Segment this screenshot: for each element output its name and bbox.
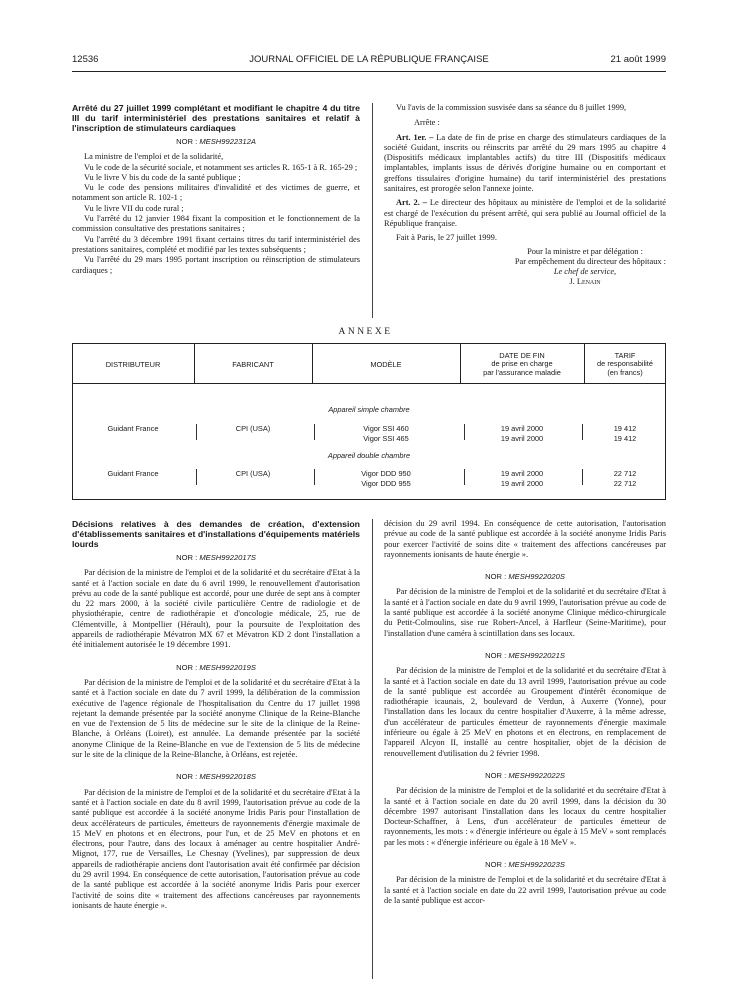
arrete-label: Arrête : (414, 118, 440, 128)
visa-1: Vu le code de la sécurité sociale, et notamment ses articles R. 165-1 à R. 165-29 ; (84, 162, 358, 172)
decision-4-nor (384, 572, 666, 582)
visa-8: Vu l'avis de la commission susvisée dans sa séance du 8 juillet 1999, (396, 103, 627, 112)
g1-fabricant: CPI (USA) (235, 424, 271, 433)
g1-dates (460, 424, 584, 443)
g1-row1-date: 19 avril 2000 (500, 424, 544, 433)
issue-date: 21 août 1999 (610, 54, 666, 65)
col-modele: MODÈLE (370, 360, 402, 369)
col-date-line-3: par l'assurance maladie (483, 367, 561, 377)
visa-7: Vu l'arrêté du 29 mars 1995 portant inscription ou réinscription de stimulateurs cardiaques ; (72, 255, 360, 275)
article-1-label: Art. 1er. – (396, 132, 434, 142)
g1-row2-date: 19 avril 2000 (500, 433, 544, 443)
g2-row2-modele: Vigor DDD 955 (361, 478, 411, 488)
decision-4-text: Par décision de la ministre de l'emploi et de la solidarité et du secrétaire d'Etat à la santé et à l'action sociale en date du 9 avril 1999, l'autorisation prévue au code de la santé publique est accordée à la société anonyme Clinique médico-chirurgicale du Petit-Colmoulins, sise rue Robert-Ancel, à Harfleur (Seine-Maritime), pour l'installation d'une caméra à scintillation dans ses locaux. (384, 587, 666, 638)
g1-row2-tarif: 19 412 (613, 433, 637, 443)
page-number: 12536 (72, 54, 99, 65)
decision-6-text: Par décision de la ministre de l'emploi et de la solidarité et du secrétaire d'Etat à la santé et à l'action sociale en date du 20 avril 1999, dans la décision du 30 décembre 1997 autorisant l'installation dans les locaux du centre hospitalier Docteur-Schaffner, à Lens, d'un accélérateur de particules émetteur de rayonnements, les mots : « d'énergie inférieure ou égale à 15 MeV » sont remplacés par les mots : « d'énergie inférieure ou égale à 18 MeV ». (384, 786, 666, 847)
g2-distributeur: Guidant France (107, 469, 159, 478)
article-1-text: La date de fin de prise en charge des stimulateurs cardiaques de la société Guidant, inscrits ou réinscrits par arrêté du 29 mars 1995 au chapitre 4 (Dispositifs médicaux implantables actifs) du titre III (Dispositifs médicaux implantables, implants issus de dérivés d'origine humaine ou en comportant et greffons tissulaires d'origine humaine) du tarif interministériel des prestations sanitaires, est prorogée selon l'annexe jointe. (384, 132, 667, 194)
nor-label: NOR : (176, 137, 198, 146)
nor-label: NOR : (176, 553, 198, 562)
visa-2: Vu le livre V bis du code de la santé publique ; (84, 172, 241, 182)
nor-label: NOR : (176, 772, 198, 782)
g2-row1-tarif: 22 712 (613, 469, 637, 478)
decision-3-text: Par décision de la ministre de l'emploi et de la solidarité et du secrétaire d'Etat à la santé et à l'action sociale en date du 8 avril 1999, l'autorisation prévue au code de la santé publique est accordée à la société anonyme Iridis Paris pour l'installation de deux accélérateurs de particules, émetteurs de rayonnements d'énergie maximale de 15 MeV en photons et en électrons, pour l'un, et de 25 MeV en photons et en électrons, pour l'autre, dans des locaux à aménager au centre hospitalier André-Mignot, 177, rue de Versailles, Le Chesnay (Yvelines), par suppression de deux appareils de radiothérapie anciens dont l'autorisation avait été confirmée par décision du 29 avril 1994. En conséquence de cette autorisation, l'autorisation prévue au code de la santé publique est accordée à la société anonyme Iridis Paris pour exercer l'activité de soins dite « traitement des affections cancéreuses par rayonnements ionisants de haute énergie ». (72, 787, 360, 910)
annexe-title: ANNEXE (338, 327, 393, 337)
decision-7-text: Par décision de la ministre de l'emploi et de la solidarité et du secrétaire d'Etat à la santé et à l'action sociale en date du 22 avril 1999, l'autorisation prévue au code de la santé publique est accor- (384, 875, 666, 905)
page-header (72, 52, 666, 68)
decisions-right-column (384, 519, 666, 906)
g2-row1-modele: Vigor DDD 950 (361, 469, 411, 478)
decision-1-nor (72, 553, 360, 563)
arrete-left-column (72, 103, 360, 276)
visa-4: Vu le livre VII du code rural ; (84, 203, 184, 213)
col-date-fin (460, 352, 584, 377)
visa-5: Vu l'arrêté du 12 janvier 1984 fixant la composition et le fonctionnement de la commission consultative des prestations sanitaires ; (72, 214, 360, 234)
arrete-nor (72, 137, 360, 147)
arrete-title: Arrêté du 27 juillet 1999 complétant et modifiant le chapitre 4 du titre III du tarif interministériel des prestations sanitaires et relatif à l'inscription de stimulateurs cardiaques (72, 103, 360, 133)
decision-2-text: Par décision de la ministre de l'emploi et de la solidarité et du secrétaire d'Etat à la santé et à l'action sociale en date du 7 avril 1999, la délibération de la commission exécutive de l'agence régionale de l'hospitalisation du Centre du 17 juillet 1998 rejetant la demande présentée par la société anonyme Clinique de la Reine-Blanche en vue de l'extension de 5 lits de médecine sur le site de la clinique de la Reine-Blanche, à Orléans (Loiret), est annulée. La demande présentée par la société anonyme Clinique de la Reine-Blanche en vue de l'extension de 5 lits de médecine sur le site de la clinique de la Reine-Blanche, à Orléans, est rejetée. (72, 677, 360, 760)
nor-label: NOR : (176, 662, 198, 672)
nor-code: MESH9922022S (508, 770, 565, 780)
article-2-label: Art. 2. – (396, 198, 427, 208)
article-2-text: Le directeur des hôpitaux au ministère de l'emploi et de la solidarité est chargé de l'exécution du présent arrêté, qui sera publié au Journal officiel de la République française. (384, 198, 667, 228)
g1-modeles (312, 424, 460, 443)
col-distributeur: DISTRIBUTEUR (105, 360, 161, 369)
nor-label: NOR : (485, 572, 507, 582)
signature-line-3: Le chef de service, (553, 267, 617, 277)
col-date-line-1: DATE DE FIN (499, 351, 545, 360)
nor-label: NOR : (485, 860, 507, 870)
nor-code: MESH9922020S (508, 572, 565, 582)
arrete-intro: La ministre de l'emploi et de la solidarité, (84, 152, 224, 162)
nor-code: MESH9922023S (508, 860, 565, 870)
nor-label: NOR : (485, 650, 507, 660)
header-rule (72, 71, 666, 72)
arrete-right-column (384, 103, 666, 288)
decision-7-nor (384, 860, 666, 870)
col-tarif-line-1: TARIF (614, 351, 636, 360)
g2-tarifs (584, 469, 666, 488)
g1-row2-modele: Vigor SSI 465 (363, 433, 409, 443)
g2-modeles (312, 469, 460, 488)
signature-line-2: Par empêchement du directeur des hôpitaux : (514, 256, 666, 266)
col-fabricant: FABRICANT (232, 360, 274, 369)
nor-code: MESH9922021S (508, 650, 565, 660)
annexe-table-header (72, 343, 666, 384)
group-subtitle-double: Appareil double chambre (327, 451, 411, 460)
col-tarif-line-2: de responsabilité (597, 359, 653, 369)
g2-fabricant: CPI (USA) (235, 469, 271, 478)
nor-code: MESH9922017S (199, 553, 256, 562)
g2-row2-date: 19 avril 2000 (500, 478, 544, 488)
g2-row2-tarif: 22 712 (613, 478, 637, 488)
decision-1-text: Par décision de la ministre de l'emploi et de la solidarité et du secrétaire d'Etat à la santé et à l'action sociale en date du 6 avril 1999, le renouvellement d'autorisation prévu au code de la santé publique est accordé, pour une durée de sept ans à compter du 22 mars 2000, à la société civile particulière Centre de radiologie et de physiothérapie, centre de radiothérapie et d'oncologie médicale, 25, rue de Clémentville, à Montpellier (Hérault), pour la poursuite de l'exploitation des appareils de radiothérapie Mévatron MX 67 et Mévatron KD 2 dont l'installation a été initialement autorisée le 19 décembre 1991. (72, 568, 360, 650)
col-tarif (584, 352, 666, 377)
journal-title: JOURNAL OFFICIEL DE LA RÉPUBLIQUE FRANÇAISE (249, 54, 489, 65)
decision-2-nor (72, 663, 360, 673)
nor-code: MESH9922312A (199, 137, 256, 146)
g2-row1-date: 19 avril 2000 (500, 469, 544, 478)
article-2 (384, 198, 666, 229)
group-subtitle-simple: Appareil simple chambre (328, 405, 410, 414)
column-divider-top (372, 103, 373, 318)
decision-5-text: Par décision de la ministre de l'emploi et de la solidarité et du secrétaire d'Etat à la santé et à l'action sociale en date du 13 avril 1999, l'autorisation prévue au code de la santé publique est accordée au Groupement d'intérêt économique de radiothérapie icaunais, 2, boulevard de Verdun, à Auxerre (Yonne), pour l'installation dans les locaux du centre hospitalier d'Auxerre, à la même adresse, d'un accélérateur de particules émetteur de rayonnements d'énergie maximale inférieure ou égale à 25 MeV en photons et en électrons, en remplacement de l'appareil Alcyon II, installé au centre hospitalier, objet de la décision de renouvellement d'utilisation du 2 février 1998. (384, 666, 666, 758)
col-date-line-2: de prise en charge (491, 359, 553, 369)
col-tarif-line-3: (en francs) (607, 367, 643, 377)
decision-3-nor (72, 772, 360, 782)
nor-code: MESH9922018S (199, 772, 256, 782)
g1-tarifs (584, 424, 666, 443)
signature-line-1: Pour la ministre et par délégation : (527, 246, 643, 256)
column-divider-bottom (372, 519, 373, 979)
signature-name: J. Lenain (569, 277, 601, 287)
visa-3: Vu le code des pensions militaires d'invalidité et des victimes de guerre, et notamment son article R. 102-1 ; (72, 183, 360, 203)
decisions-left-column (72, 519, 360, 910)
g1-row1-modele: Vigor SSI 460 (363, 424, 409, 433)
decision-5-nor (384, 651, 666, 661)
g2-dates (460, 469, 584, 488)
decisions-title: Décisions relatives à des demandes de création, d'extension d'établissements sanitaires et d'installations d'équipements matériels lourds (72, 519, 360, 549)
decision-6-nor (384, 771, 666, 781)
visa-6: Vu l'arrêté du 3 décembre 1991 fixant certains titres du tarif interministériel des prestations sanitaires, complété et modifié par les textes subséquents ; (72, 234, 360, 254)
nor-label: NOR : (485, 770, 507, 780)
fait-a-paris: Fait à Paris, le 27 juillet 1999. (396, 233, 497, 243)
g1-row1-tarif: 19 412 (613, 424, 637, 433)
article-1 (384, 133, 666, 195)
g1-distributeur: Guidant France (107, 424, 159, 433)
decision-3-continued: décision du 29 avril 1994. En conséquence de cette autorisation, l'autorisation prévue au code de la santé publique est accordée à la société anonyme Iridis Paris pour exercer l'activité de soins dite « traitement des affections cancéreuses par rayonnements ionisants de haute énergie ». (384, 519, 666, 559)
nor-code: MESH9922019S (199, 662, 256, 672)
